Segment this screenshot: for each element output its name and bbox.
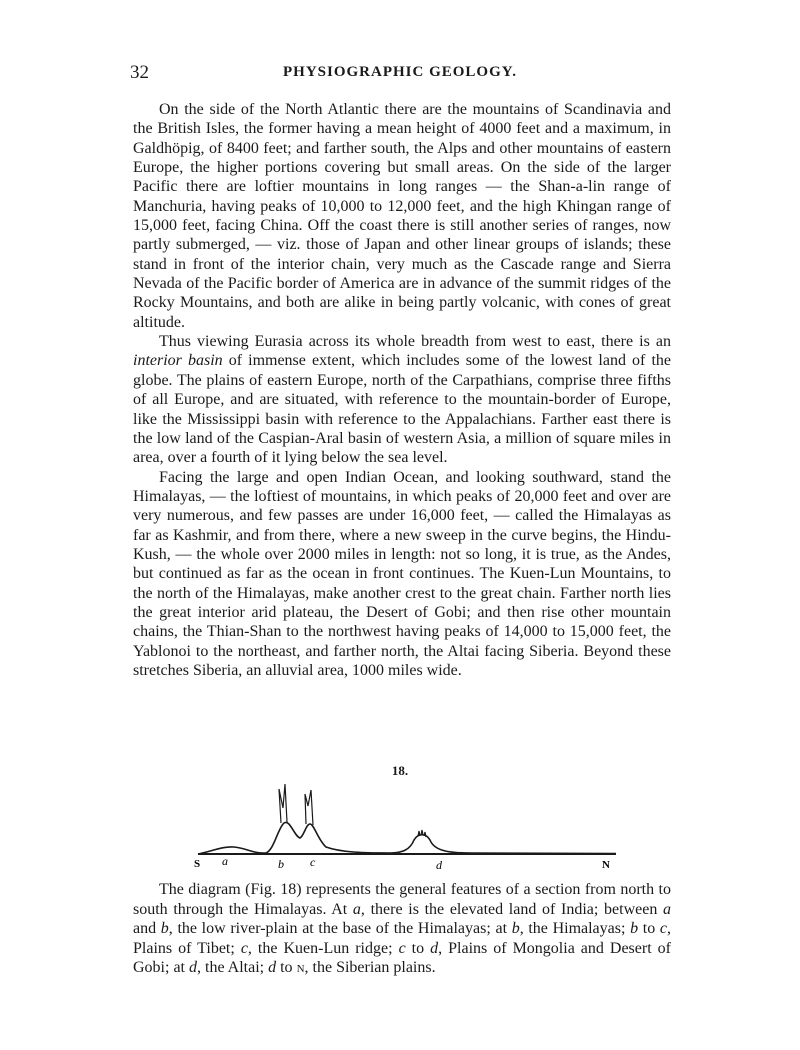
paragraph-text: of immense extent, which includes some of the lowest land of the globe. The plains of eastern Europe, north of the Carpathians, comprise three fifths of all Europe, and are situated, with reference to the mountain-border of Europe, like the Mississippi basin with reference to the Appalachians. Farther east there is the low land of the Caspian-Aral basin of western Asia, a million of square miles in area, over a fourth of it lying below the sea level. [133,352,672,467]
caption-paragraph [133,880,671,978]
paragraph [133,332,671,467]
caption-text: to [638,920,660,937]
caption-text: , the Himalayas; [519,920,631,937]
caption-italic: c [240,939,248,957]
caption-italic: d [189,959,197,976]
caption-text: and [133,920,161,937]
himalaya-peak-marks [279,784,313,825]
caption-text: , the low river-plain at the base of the Himalayas; at [168,920,512,937]
paragraph-text: Thus viewing Eurasia across its whole breadth from west to east, there is an [159,333,671,351]
section-diagram [190,776,630,876]
caption-text: , the Siberian plains. [304,959,436,976]
caption-text: The diagram (Fig. 18) represents the general features of a section from north to south through the Himalayas. At [133,881,671,918]
caption-italic: d [268,959,277,976]
label-d: d [436,858,442,872]
caption-italic: a [663,900,672,918]
label-n: N [602,859,610,871]
running-title: PHYSIOGRAPHIC GEOLOGY. [283,64,517,80]
figure-number: 18. [391,763,409,778]
label-s: S [194,858,201,870]
caption-italic: b [511,920,520,937]
caption-italic: d [430,939,439,957]
caption-italic: c [398,939,406,957]
caption-italic: c [659,920,667,937]
caption-italic: a [352,900,361,918]
caption-smallcaps: n [296,959,305,976]
caption-text: , the Altai; [197,959,269,976]
caption-text: to [276,959,297,976]
terrain-profile [198,822,616,854]
figure-caption [133,880,671,978]
paragraph: Facing the large and open Indian Ocean, and looking southward, stand the Himalayas, — the loftiest of mountains, in which peaks of 20,000 feet and over are very numerous, and few passes are under 16,000 feet, — called the Himalayas as far as Kashmir, and from there, where a new sweep in the curve begins, the Hindu-Kush, — the whole over 2000 miles in length: not so long, it is true, as the Andes, but continued as far as the ocean in front continues. The Kuen-Lun Mountains, to the north of the Himalayas, make another crest to the great chain. Farther north lies the great interior arid plateau, the Desert of Gobi; and then rise other mountain chains, the Thian-Shan to the northwest having peaks of 14,000 to 15,000 feet, the Yablonoi to the northeast, and farther north, the Altai facing Siberia. Beyond these stretches Siberia, an alluvial area, 1000 miles wide. [133,468,671,679]
page-number: 32 [130,62,149,83]
label-b: b [278,857,284,871]
caption-text: , the Kuen-Lun ridge; [247,939,399,957]
caption-italic: b [630,920,639,937]
label-c: c [310,855,316,869]
page-header [130,62,670,86]
caption-italic: b [160,920,169,937]
caption-text: , Plains of Mongolia and Desert of Gobi; at [133,939,671,976]
paragraph: On the side of the North Atlantic there are the mountains of Scandinavia and the British Isles, the former having a mean height of 4000 feet and a maximum, in Galdhöpig, of 8400 feet; and farther south, the Alps and other mountains of eastern Europe, the higher portions covering but small areas. On the side of the larger Pacific there are loftier mountains in long ranges — the Shan-a-lin range of Manchuria, having peaks of 10,000 to 12,000 feet, and the high Khingan range of 15,000 feet, facing China. Off the coast there is still another series of ranges, now partly submerged, — viz. those of Japan and other linear groups of islands; these stand in front of the interior chain, very much as the Cascade range and Sierra Nevada of the Pacific border of America are in advance of the summit ridges of the Rocky Mountains, and both are alike in being partly volcanic, with cones of great altitude. [133,101,671,331]
body-text [133,100,671,680]
italic-term: interior basin [133,352,223,370]
caption-text: to [405,939,431,957]
caption-text: , Plains of Tibet; [133,920,671,957]
label-a: a [222,854,228,868]
caption-text: , there is the elevated land of India; between [360,900,664,918]
